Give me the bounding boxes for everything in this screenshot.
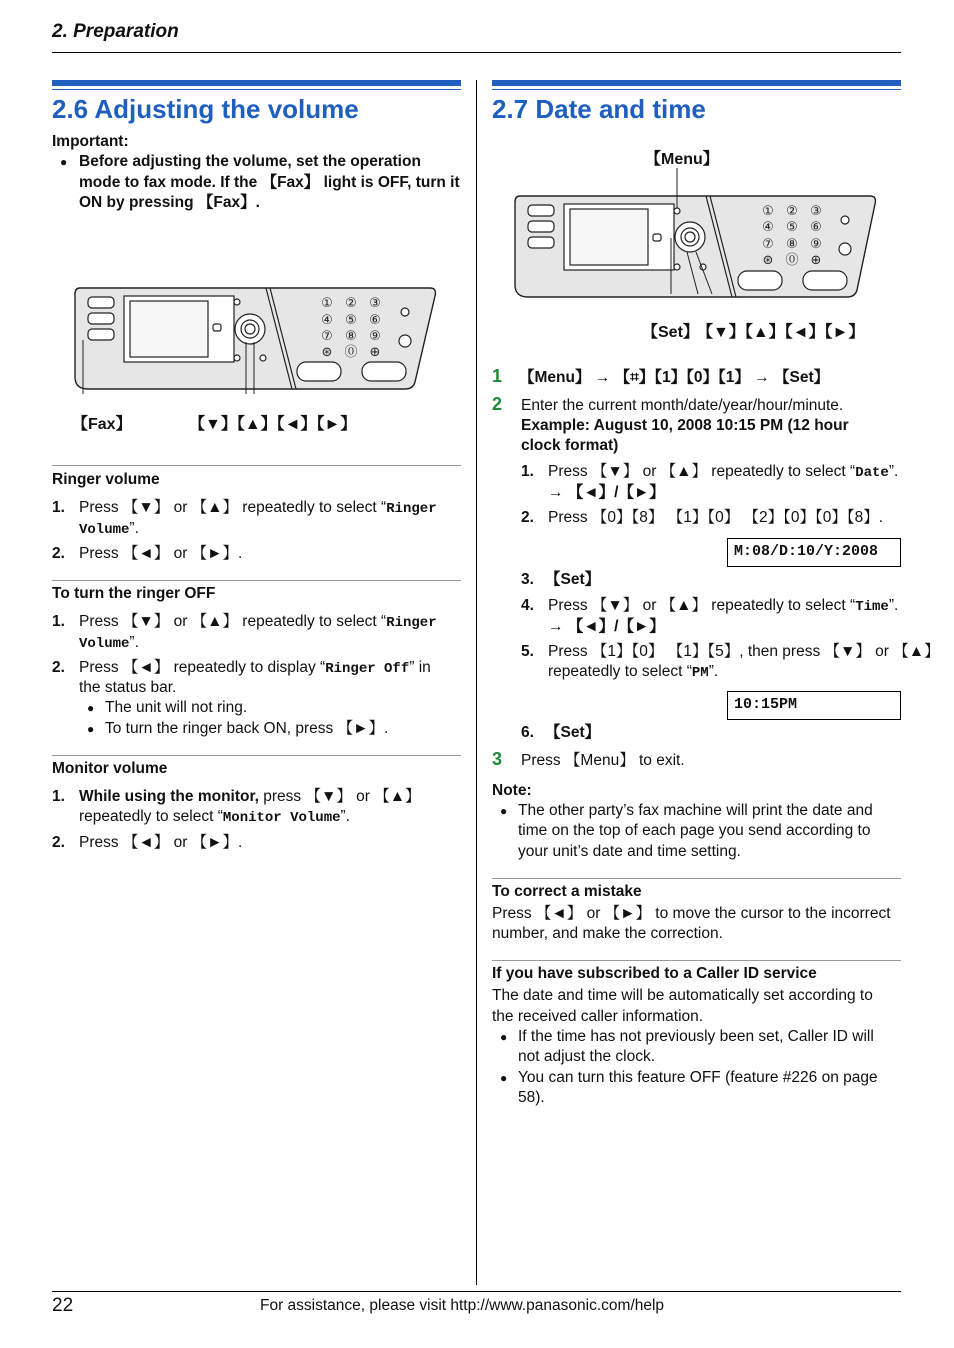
svg-text:⑧: ⑧ bbox=[345, 329, 357, 344]
svg-text:③: ③ bbox=[369, 296, 381, 311]
subsection-rule bbox=[492, 878, 901, 879]
caller-note: not adjust the clock. bbox=[518, 1048, 655, 1065]
svg-text:⊕: ⊕ bbox=[369, 345, 381, 360]
svg-text:⑦: ⑦ bbox=[321, 329, 333, 344]
nav-keys-label: 【▼】【▲】【◄】【►】 bbox=[189, 416, 357, 433]
control-panel-illustration bbox=[70, 282, 440, 394]
subsection-rule bbox=[492, 960, 901, 961]
step-number: 3 bbox=[492, 749, 503, 769]
ringer-off-note1: The unit will not ring. bbox=[105, 699, 248, 716]
set-key-label: 【Set】 bbox=[642, 324, 699, 341]
footer-rule bbox=[52, 1291, 901, 1292]
lcd-display-time: 10:15PM bbox=[727, 691, 901, 720]
monitor-step1: While using the monitor, press 【▼】 or 【▲】 bbox=[79, 788, 421, 805]
step3-text: Press 【Menu】 to exit. bbox=[521, 752, 685, 769]
step-number: 4. bbox=[521, 597, 534, 614]
bullet: ● bbox=[60, 155, 68, 169]
substep-arrow: → 【◄】/【►】 bbox=[548, 618, 665, 635]
svg-text:②: ② bbox=[345, 296, 357, 311]
substep-enter-time-cont: repeatedly to select “PM”. bbox=[548, 663, 719, 681]
nav-keys-label: 【▼】【▲】【◄】【►】 bbox=[697, 324, 865, 341]
substep-time: Press 【▼】 or 【▲】 repeatedly to select “Time”. bbox=[548, 597, 899, 615]
svg-text:⊕: ⊕ bbox=[810, 253, 822, 268]
caller-note: If the time has not previously been set, Caller ID will bbox=[518, 1028, 874, 1045]
caller-line: The date and time will be automatically set according to bbox=[492, 987, 873, 1004]
control-panel-illustration bbox=[510, 168, 880, 298]
page-number: 22 bbox=[52, 1295, 74, 1316]
caller-line: the received caller information. bbox=[492, 1008, 704, 1025]
bullet: ● bbox=[500, 1071, 508, 1085]
step-number: 2 bbox=[492, 394, 503, 414]
step-number: 5. bbox=[521, 643, 534, 660]
svg-text:②: ② bbox=[786, 204, 798, 219]
correct-line: number, and make the correction. bbox=[492, 925, 723, 942]
important-line: Before adjusting the volume, set the operation bbox=[79, 153, 421, 170]
substep-enter-time: Press 【1】【0】 【1】【5】, then press 【▼】 or 【▲】 bbox=[548, 643, 940, 660]
menu-key-label: 【Menu】 bbox=[645, 151, 719, 168]
note-line: The other party’s fax machine will print the date and bbox=[518, 802, 873, 819]
substep-arrow: → 【◄】/【►】 bbox=[548, 484, 665, 501]
step-number: 2. bbox=[521, 509, 534, 526]
bullet: ● bbox=[500, 1030, 508, 1044]
ringer-off-title: To turn the ringer OFF bbox=[52, 585, 216, 602]
section-bar bbox=[492, 80, 901, 86]
step2-text: Enter the current month/date/year/hour/minute. bbox=[521, 397, 844, 414]
step-number: 1. bbox=[52, 788, 65, 805]
step1-text: 【Menu】 → 【⌗】【1】【0】【1】 → 【Set】 bbox=[519, 369, 830, 386]
svg-text:①: ① bbox=[321, 296, 333, 311]
step-number: 1 bbox=[492, 366, 503, 386]
step-number: 1. bbox=[52, 499, 65, 516]
bullet: ● bbox=[500, 804, 508, 818]
caller-note: You can turn this feature OFF (feature #226 on page bbox=[518, 1069, 878, 1086]
lcd-display-date: M:08/D:10/Y:2008 bbox=[727, 538, 901, 567]
section-bar-thin bbox=[52, 89, 461, 90]
svg-text:③: ③ bbox=[810, 204, 822, 219]
running-header: 2. Preparation bbox=[52, 21, 179, 42]
column-divider bbox=[476, 80, 477, 1285]
monitor-step1-cont: repeatedly to select “Monitor Volume”. bbox=[79, 808, 350, 826]
ringer-off-step1: Press 【▼】 or 【▲】 repeatedly to select “Ringer bbox=[79, 613, 437, 631]
header-rule bbox=[52, 52, 901, 53]
substep-enter-date: Press 【0】【8】 【1】【0】 【2】【0】【0】【8】. bbox=[548, 509, 884, 526]
footer-assistance: For assistance, please visit http://www.panasonic.com/help bbox=[260, 1297, 665, 1314]
correct-line: Press 【◄】 or 【►】 to move the cursor to the incorrect bbox=[492, 905, 891, 922]
note-line: your unit’s date and time setting. bbox=[518, 843, 741, 860]
ringer-off-step2-cont: the status bar. bbox=[79, 679, 177, 696]
svg-text:⊛: ⊛ bbox=[762, 253, 774, 268]
svg-text:⑤: ⑤ bbox=[786, 220, 798, 235]
subsection-rule bbox=[52, 580, 461, 581]
step-number: 2. bbox=[52, 659, 65, 676]
ringer-step2: Press 【◄】 or 【►】. bbox=[79, 545, 243, 562]
bullet: ● bbox=[87, 701, 95, 715]
svg-text:⑦: ⑦ bbox=[762, 237, 774, 252]
step-number: 6. bbox=[521, 724, 534, 741]
section-bar-thin bbox=[492, 89, 901, 90]
svg-text:⑥: ⑥ bbox=[369, 313, 381, 328]
svg-text:⑨: ⑨ bbox=[810, 237, 822, 252]
monitor-volume-title: Monitor volume bbox=[52, 760, 168, 777]
substep-set: 【Set】 bbox=[545, 571, 601, 588]
section-title-date-time: 2.7 Date and time bbox=[492, 94, 706, 124]
important-label: Important: bbox=[52, 133, 129, 150]
step-number: 2. bbox=[52, 545, 65, 562]
important-line: mode to fax mode. If the 【Fax】 light is OFF, turn it bbox=[79, 174, 460, 191]
ringer-off-step1-cont: Volume”. bbox=[79, 634, 139, 652]
section-bar bbox=[52, 80, 461, 86]
ringer-volume-title: Ringer volume bbox=[52, 471, 160, 488]
bullet: ● bbox=[87, 722, 95, 736]
ringer-step1-cont: Volume”. bbox=[79, 520, 139, 538]
subsection-rule bbox=[52, 465, 461, 466]
svg-text:①: ① bbox=[762, 204, 774, 219]
step-number: 1. bbox=[521, 463, 534, 480]
substep-set: 【Set】 bbox=[545, 724, 601, 741]
svg-text:⊛: ⊛ bbox=[321, 345, 333, 360]
correct-title: To correct a mistake bbox=[492, 883, 642, 900]
svg-text:⑧: ⑧ bbox=[786, 237, 798, 252]
svg-text:⑤: ⑤ bbox=[345, 313, 357, 328]
substep-date: Press 【▼】 or 【▲】 repeatedly to select “Date”. bbox=[548, 463, 899, 481]
ringer-off-note2: To turn the ringer back ON, press 【►】. bbox=[105, 720, 389, 737]
example-line: Example: August 10, 2008 10:15 PM (12 hour bbox=[521, 417, 849, 434]
svg-text:⑨: ⑨ bbox=[369, 329, 381, 344]
svg-text:⓪: ⓪ bbox=[785, 253, 799, 268]
important-line: ON by pressing 【Fax】. bbox=[79, 194, 260, 211]
section-title-volume: 2.6 Adjusting the volume bbox=[52, 94, 359, 124]
ringer-step1: Press 【▼】 or 【▲】 repeatedly to select “Ringer bbox=[79, 499, 437, 517]
svg-text:⓪: ⓪ bbox=[344, 345, 358, 360]
subsection-rule bbox=[52, 755, 461, 756]
step-number: 1. bbox=[52, 613, 65, 630]
step-number: 2. bbox=[52, 834, 65, 851]
note-line: time on the top of each page you send according to bbox=[518, 822, 871, 839]
svg-text:④: ④ bbox=[762, 220, 774, 235]
fax-key-label: 【Fax】 bbox=[72, 416, 132, 433]
caller-note: 58). bbox=[518, 1089, 545, 1106]
caller-id-title: If you have subscribed to a Caller ID service bbox=[492, 965, 817, 982]
monitor-step2: Press 【◄】 or 【►】. bbox=[79, 834, 243, 851]
svg-text:⑥: ⑥ bbox=[810, 220, 822, 235]
example-line: clock format) bbox=[521, 437, 619, 454]
note-label: Note: bbox=[492, 782, 532, 799]
step-number: 3. bbox=[521, 571, 534, 588]
svg-text:④: ④ bbox=[321, 313, 333, 328]
ringer-off-step2: Press 【◄】 repeatedly to display “Ringer Off” in bbox=[79, 659, 431, 677]
